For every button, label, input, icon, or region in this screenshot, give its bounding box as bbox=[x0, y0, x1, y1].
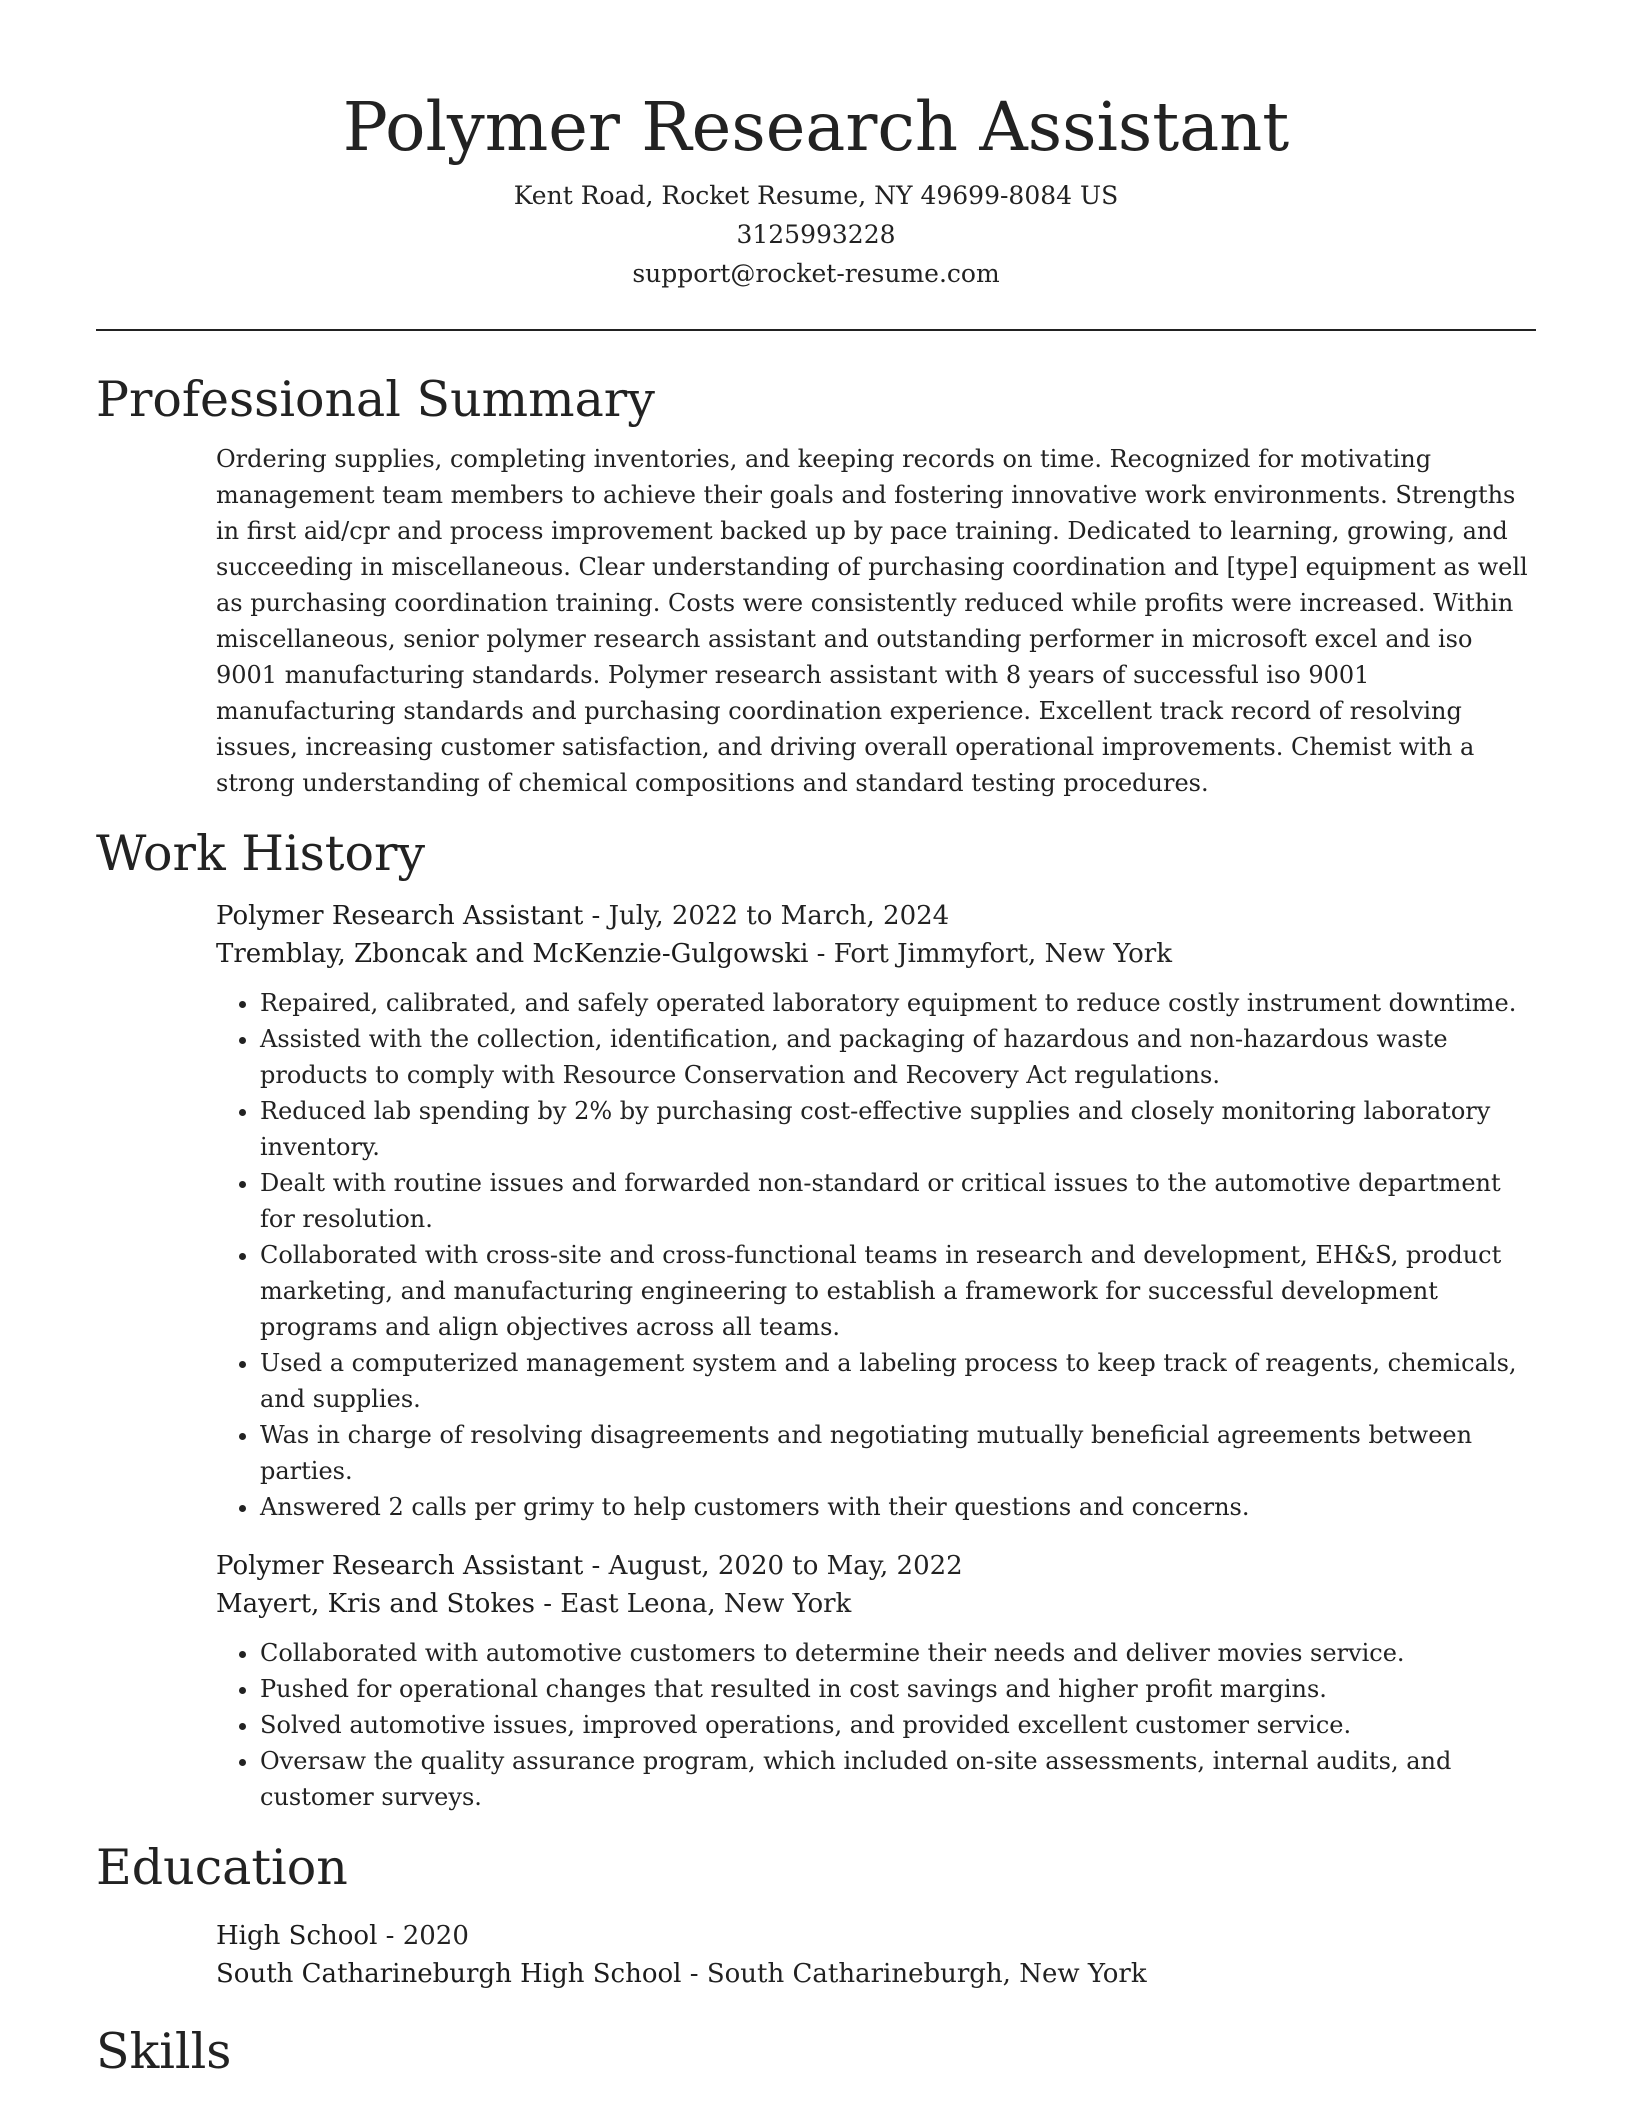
separator: - bbox=[808, 939, 834, 969]
phone-text: 3125993228 bbox=[736, 220, 896, 249]
list-item: • Solved automotive issues, improved operations, and provided excellent customer service. bbox=[260, 1707, 1536, 1743]
address-text: Kent Road, Rocket Resume, NY 49699-8084 US bbox=[513, 181, 1119, 210]
summary-paragraph: Ordering supplies, completing inventories, and keeping records on time. Recognized for motivating management team members to achieve their goals and fostering innovative work environments. Strengths in first aid/cpr and process improvement backed up by pace training. Dedicated to learning, growing, and succeeding in miscellaneous. Clear understanding of purchasing coordination and [type] equipment as well as purchasing coordination training. Costs were consistently reduced while profits were increased. Within miscellaneous, senior polymer research assistant and outstanding performer in microsoft excel and iso 9001 manufacturing standards. Polymer research assistant with 8 years of successful iso 9001 manufacturing standards and purchasing coordination experience. Excellent track record of resolving issues, increasing customer satisfaction, and driving overall operational improvements. Chemist with a strong understanding of chemical compositions and standard testing procedures. bbox=[216, 445, 1528, 797]
school-name: South Catharineburgh High School bbox=[216, 1959, 682, 1989]
resume-header bbox=[96, 0, 1536, 293]
list-item: • Was in charge of resolving disagreements and negotiating mutually beneficial agreements between parties. bbox=[260, 1417, 1536, 1489]
education-entry bbox=[216, 1917, 1536, 1993]
email-text: support@rocket-resume.com bbox=[632, 259, 1000, 288]
separator: - bbox=[583, 1551, 609, 1581]
skills-section bbox=[96, 2021, 1536, 2083]
list-item: • Oversaw the quality assurance program, which included on-site assessments, internal audits, and customer surveys. bbox=[260, 1743, 1536, 1815]
work-history-section bbox=[96, 823, 1536, 1815]
list-item: • Repaired, calibrated, and safely operated laboratory equipment to reduce costly instrument downtime. bbox=[260, 985, 1536, 1021]
job-title-line bbox=[216, 897, 1536, 935]
work-history-heading: Work History bbox=[96, 825, 426, 882]
education-section bbox=[96, 1837, 1536, 1993]
job-location: East Leona, New York bbox=[560, 1589, 852, 1619]
job-role: Polymer Research Assistant bbox=[216, 1551, 584, 1581]
page-title: Polymer Research Assistant bbox=[342, 88, 1290, 166]
separator: - bbox=[534, 1589, 561, 1619]
job-title-line bbox=[216, 1547, 1536, 1585]
job-bullets bbox=[216, 985, 1536, 1525]
list-item: • Assisted with the collection, identification, and packaging of hazardous and non-hazardous waste products to comply with Resource Conservation and Recovery Act regulations. bbox=[260, 1021, 1536, 1093]
list-item: • Used a computerized management system and a labeling process to keep track of reagents, chemicals, and supplies. bbox=[260, 1345, 1536, 1417]
job-dates: August, 2020 to May, 2022 bbox=[608, 1551, 963, 1581]
separator: - bbox=[583, 901, 609, 931]
job-dates: July, 2022 to March, 2024 bbox=[608, 901, 950, 931]
list-item: • Collaborated with cross-site and cross-functional teams in research and development, EH&S, product marketing, and manufacturing engineering to establish a framework for successful development programs and align objectives across all teams. bbox=[260, 1237, 1536, 1345]
list-item: • Collaborated with automotive customers to determine their needs and deliver movies service. bbox=[260, 1635, 1536, 1671]
resume-page bbox=[96, 0, 1536, 2083]
contact-info bbox=[96, 176, 1536, 293]
list-item: • Pushed for operational changes that resulted in cost savings and higher profit margins. bbox=[260, 1671, 1536, 1707]
graduation-year: 2020 bbox=[402, 1921, 469, 1951]
job-company: Mayert, Kris and Stokes bbox=[216, 1589, 535, 1619]
job-company: Tremblay, Zboncak and McKenzie-Gulgowski bbox=[216, 939, 809, 969]
education-heading: Education bbox=[96, 1839, 348, 1896]
degree-line bbox=[216, 1917, 1536, 1955]
job-entry bbox=[216, 1547, 1536, 1815]
separator: - bbox=[377, 1921, 403, 1951]
school-location: South Catharineburgh, New York bbox=[706, 1959, 1147, 1989]
separator: - bbox=[681, 1959, 707, 1989]
job-company-line bbox=[216, 1585, 1536, 1623]
job-bullets bbox=[216, 1635, 1536, 1815]
summary-heading: Professional Summary bbox=[96, 371, 655, 428]
job-location: Fort Jimmyfort, New York bbox=[833, 939, 1172, 969]
job-role: Polymer Research Assistant bbox=[216, 901, 584, 931]
job-entry bbox=[216, 897, 1536, 1525]
school-line bbox=[216, 1955, 1536, 1993]
job-company-line bbox=[216, 935, 1536, 973]
summary-section bbox=[96, 369, 1536, 801]
list-item: • Dealt with routine issues and forwarded non-standard or critical issues to the automotive department for resolution. bbox=[260, 1165, 1536, 1237]
list-item: • Reduced lab spending by 2% by purchasing cost-effective supplies and closely monitoring laboratory inventory. bbox=[260, 1093, 1536, 1165]
list-item: • Answered 2 calls per grimy to help customers with their questions and concerns. bbox=[260, 1489, 1536, 1525]
header-divider bbox=[96, 329, 1536, 331]
skills-heading: Skills bbox=[96, 2023, 232, 2080]
degree: High School bbox=[216, 1921, 378, 1951]
